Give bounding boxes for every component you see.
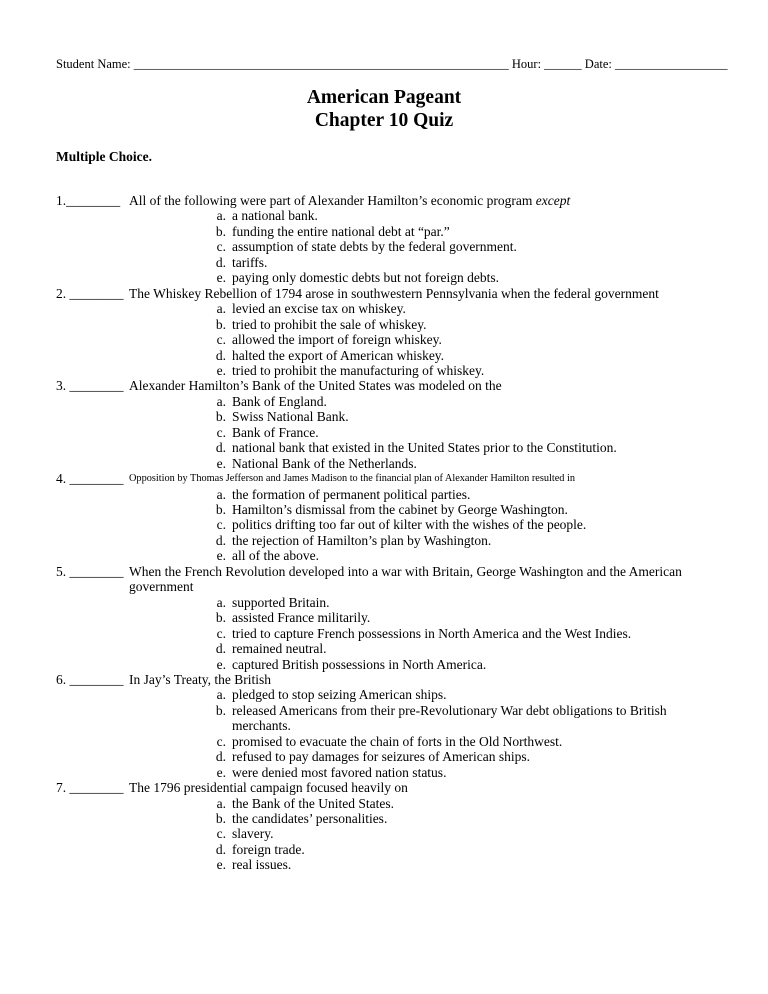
question-number: 1.________ — [56, 193, 121, 208]
question-number: 5. ________ — [56, 563, 124, 579]
option-b: b. tried to prohibit the sale of whiskey. — [215, 316, 427, 332]
option-a: a. a national bank. — [216, 208, 318, 224]
question-7 — [0, 780, 768, 873]
option-a: a. pledged to stop seizing American ships. — [216, 687, 447, 703]
question-1 — [0, 193, 768, 286]
option-d: d. foreign trade. — [215, 841, 305, 857]
question-text: All of the following were part of Alexander Hamilton’s economic program except — [129, 193, 571, 208]
question-text: In Jay’s Treaty, the British — [129, 671, 272, 687]
option-e: e. National Bank of the Netherlands. — [216, 455, 417, 471]
question-number: 6. ________ — [56, 671, 124, 687]
question-number: 4. ________ — [56, 471, 124, 487]
option-e: e. all of the above. — [216, 548, 319, 564]
option-d: d. halted the export of American whiskey. — [215, 347, 445, 363]
option-a: a. the Bank of the United States. — [216, 795, 394, 811]
question-number: 2. ________ — [56, 285, 124, 301]
option-c: c. Bank of France. — [216, 424, 319, 440]
student-info-line: Student Name: ____________________________________________________________ Hour: ______ Date: __________________ — [56, 57, 728, 71]
option-a: a. levied an excise tax on whiskey. — [216, 301, 406, 317]
option-d: d. tariffs. — [215, 254, 268, 270]
option-b: b. the candidates’ personalities. — [215, 811, 388, 827]
option-d: d. national bank that existed in the United States prior to the Constitution. — [215, 440, 617, 456]
option-b: b. funding the entire national debt at “par.” — [215, 223, 450, 239]
option-d: d. the rejection of Hamilton’s plan by Washington. — [215, 532, 492, 548]
option-a: a. Bank of England. — [216, 393, 327, 409]
option-b: b. assisted France militarily. — [215, 610, 371, 626]
option-e: e. paying only domestic debts but not foreign debts. — [216, 270, 499, 286]
option-c: c. promised to evacuate the chain of forts in the Old Northwest. — [216, 733, 563, 749]
option-c: c. tried to capture French possessions in North America and the West Indies. — [216, 625, 632, 641]
question-text: The Whiskey Rebellion of 1794 arose in southwestern Pennsylvania when the federal government — [129, 285, 659, 301]
option-a: a. the formation of permanent political parties. — [216, 486, 471, 502]
title-line-2: Chapter 10 Quiz — [314, 110, 454, 131]
option-d: d. remained neutral. — [215, 641, 327, 657]
option-e: e. captured British possessions in North America. — [216, 656, 487, 672]
option-a: a. supported Britain. — [216, 594, 330, 610]
option-e: e. real issues. — [216, 857, 292, 873]
question-6 — [0, 672, 768, 780]
option-e: e. tried to prohibit the manufacturing of whiskey. — [216, 362, 485, 378]
option-c: c. slavery. — [216, 826, 274, 842]
question-text: When the French Revolution developed into a war with Britain, George Washington and the American government — [129, 563, 682, 595]
section-label: Multiple Choice. — [56, 149, 152, 164]
option-c: c. assumption of state debts by the federal government. — [216, 239, 517, 255]
title-line-1: American Pageant — [306, 87, 462, 108]
option-b: b. released Americans from their pre-Revolutionary War debt obligations to British merchants. — [215, 702, 667, 734]
option-d: d. refused to pay damages for seizures of American ships. — [215, 749, 531, 765]
question-text: Alexander Hamilton’s Bank of the United States was modeled on the — [129, 378, 502, 394]
option-b: b. Swiss National Bank. — [215, 409, 349, 425]
question-2 — [0, 286, 768, 379]
question-emphasis: except — [535, 193, 571, 208]
page-title — [0, 86, 768, 132]
question-5 — [0, 564, 768, 672]
question-text: Opposition by Thomas Jefferson and James Madison to the financial plan of Alexander Hamilton resulted in — [129, 473, 576, 485]
question-3 — [0, 378, 768, 471]
option-b: b. Hamilton’s dismissal from the cabinet by George Washington. — [215, 502, 568, 517]
option-e: e. were denied most favored nation status. — [216, 764, 447, 780]
question-4 — [0, 471, 768, 564]
question-number: 3. ________ — [56, 378, 124, 394]
question-text: The 1796 presidential campaign focused heavily on — [129, 780, 408, 796]
question-number: 7. ________ — [56, 780, 124, 796]
option-c: c. allowed the import of foreign whiskey. — [216, 332, 442, 348]
question-list — [0, 193, 768, 873]
option-c: c. politics drifting too far out of kilter with the wishes of the people. — [216, 517, 587, 533]
